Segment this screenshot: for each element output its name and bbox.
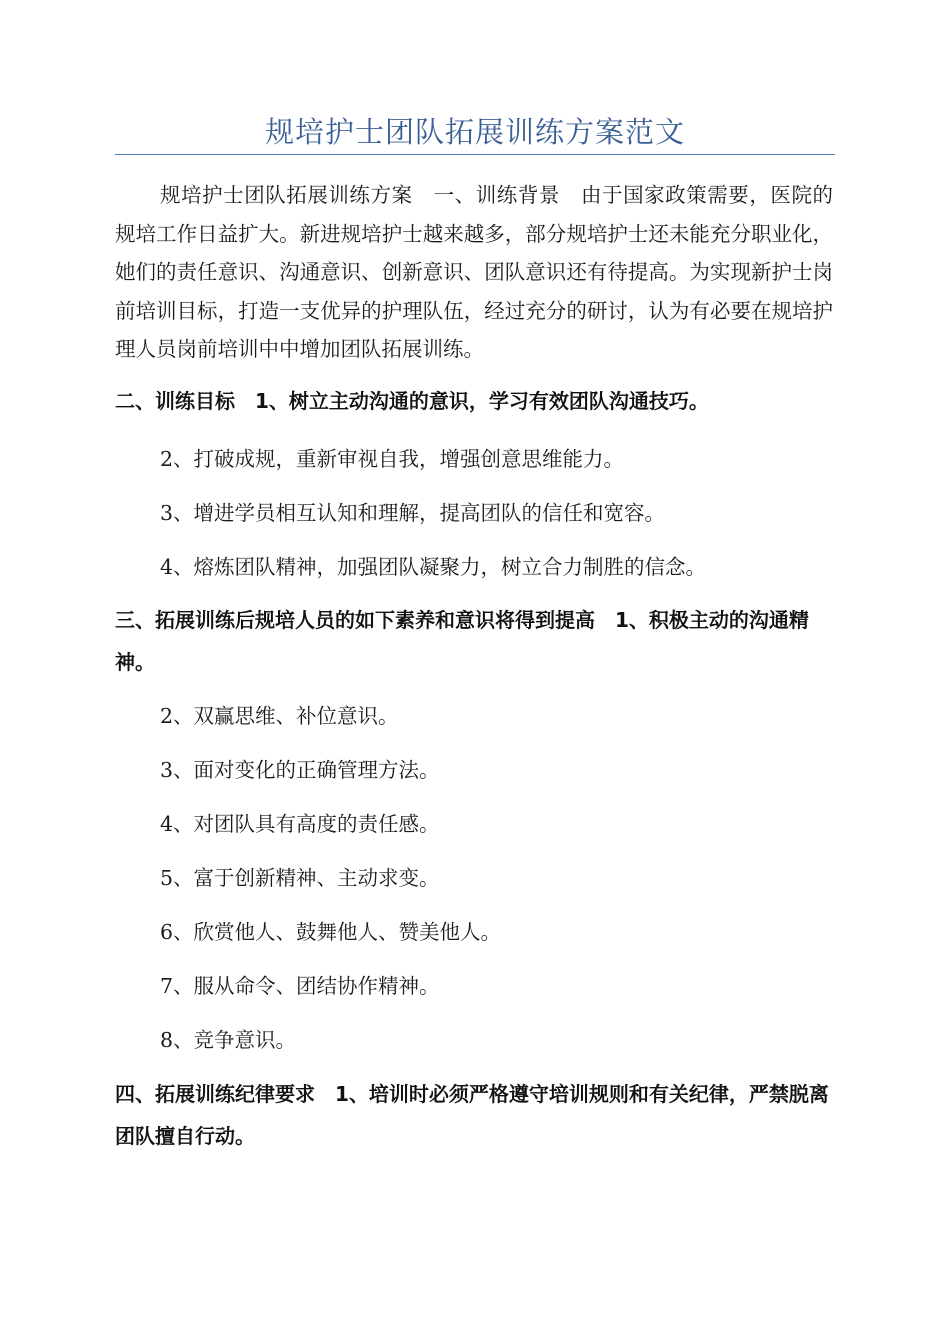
list-item: 2、打破成规，重新审视自我，增强创意思维能力。 [160, 447, 625, 471]
list-item: 3、增进学员相互认知和理解，提高团队的信任和宽容。 [160, 501, 666, 525]
section-heading-goals: 二、训练目标 1、树立主动沟通的意识，学习有效团队沟通技巧。 [115, 389, 709, 413]
list-item: 7、服从命令、团结协作精神。 [160, 974, 440, 998]
list-item: 2、双赢思维、补位意识。 [160, 704, 399, 728]
list-item: 5、富于创新精神、主动求变。 [160, 866, 440, 890]
list-item: 4、熔炼团队精神，加强团队凝聚力，树立合力制胜的信念。 [160, 555, 707, 579]
list-item: 3、面对变化的正确管理方法。 [160, 758, 440, 782]
list-item: 4、对团队具有高度的责任感。 [160, 812, 440, 836]
section-heading-outcomes: 三、拓展训练后规培人员的如下素养和意识将得到提高 1、积极主动的沟通精神。 [115, 608, 809, 674]
intro-paragraph: 规培护士团队拓展训练方案 一、训练背景 由于国家政策需要，医院的规培工作日益扩大。新进规培护士越来越多，部分规培护士还未能充分职业化，她们的责任意识、沟通意识、创新意识、团队意识还有待提高。为实现新护士岗前培训目标，打造一支优异的护理队伍，经过充分的研讨，认为有必要在规培护理人员岗前培训中中增加团队拓展训练。 [115, 183, 833, 362]
section-heading-discipline: 四、拓展训练纪律要求 1、培训时必须严格遵守培训规则和有关纪律，严禁脱离团队擅自行动。 [115, 1082, 829, 1148]
document-title: 规培护士团队拓展训练方案范文 [264, 115, 685, 149]
list-item: 8、竞争意识。 [160, 1028, 297, 1052]
title-underline [115, 154, 835, 155]
list-item: 6、欣赏他人、鼓舞他人、赞美他人。 [160, 920, 502, 944]
